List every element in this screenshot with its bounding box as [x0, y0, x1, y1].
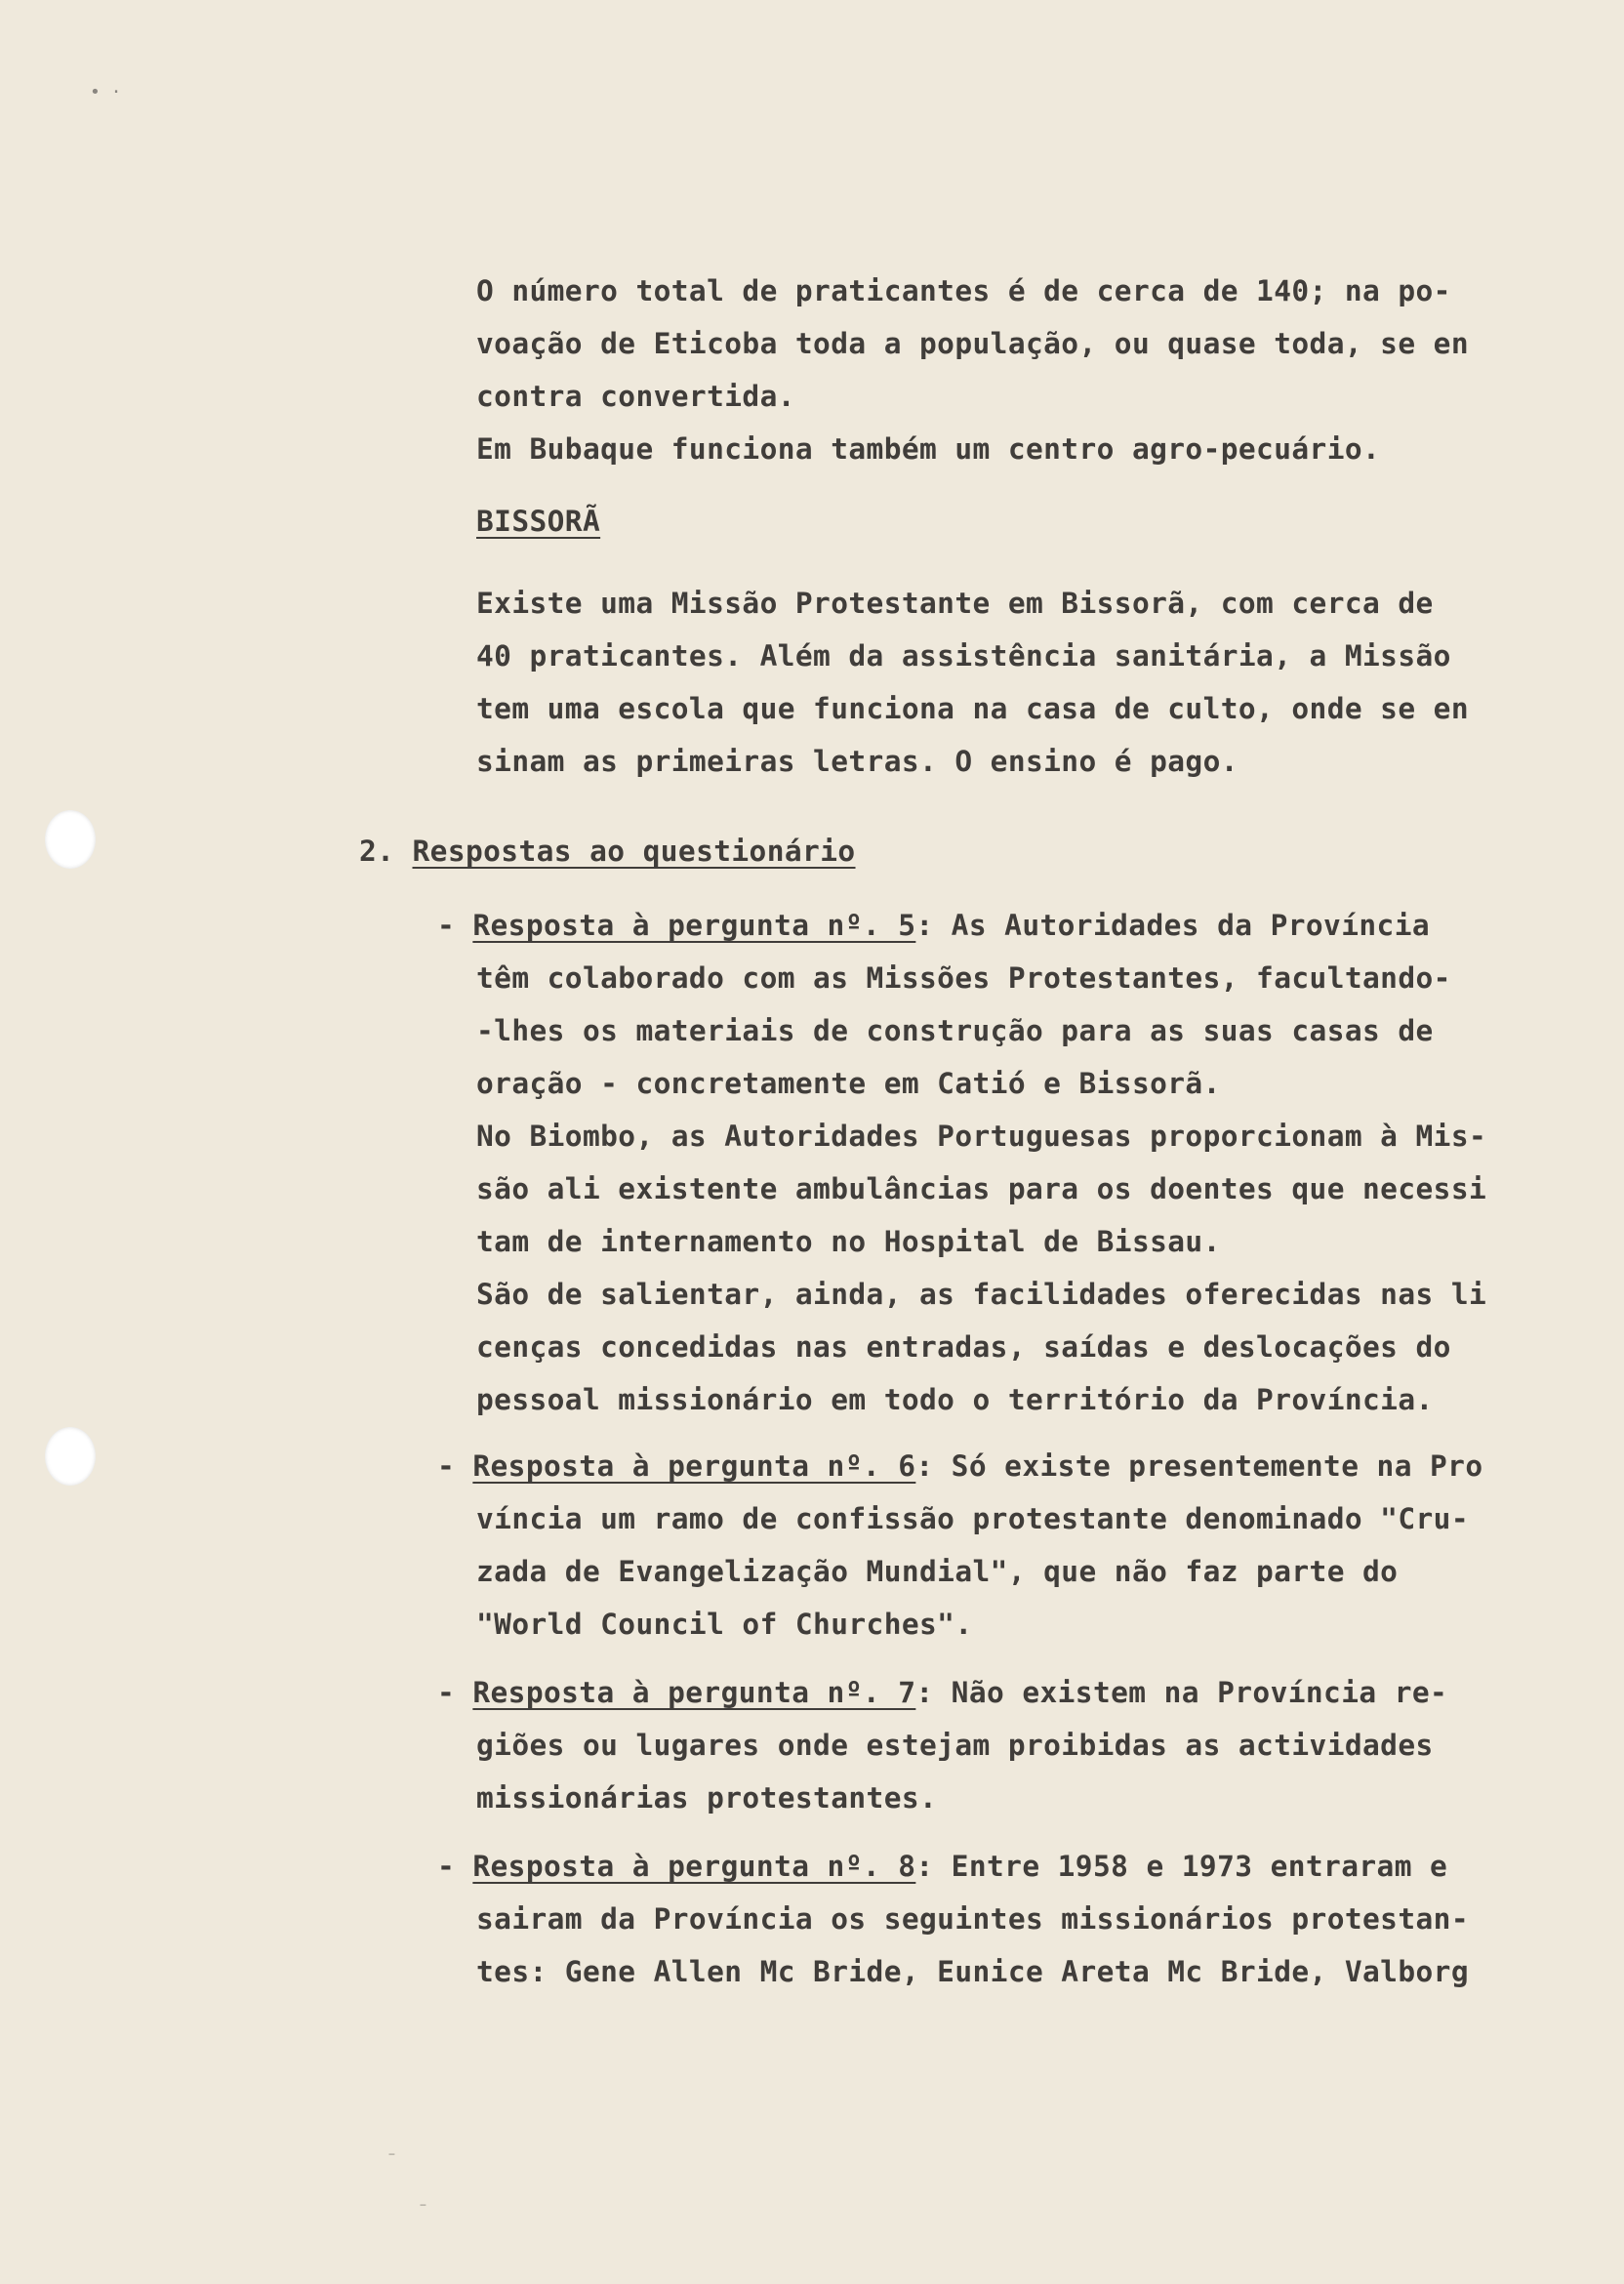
paper-mark: • · [90, 82, 122, 102]
text-line: -lhes os materiais de construção para as suas casas de [476, 1014, 1434, 1047]
text-line: têm colaborado com as Missões Protestantes, facultando- [476, 961, 1451, 995]
section-title: 2. Respostas ao questionário [359, 835, 856, 868]
text-line: oração - concretamente em Catió e Bissorã. [476, 1067, 1221, 1100]
text-line: Existe uma Missão Protestante em Bissorã, com cerca de [476, 587, 1434, 620]
paper-mark: ⁻ [386, 2147, 397, 2168]
text-line: cenças concedidas nas entradas, saídas e deslocações do [476, 1330, 1451, 1364]
text-line: zada de Evangelização Mundial", que não faz parte do [476, 1555, 1399, 1588]
text-line: sinam as primeiras letras. O ensino é pago. [476, 745, 1238, 778]
text-line: 40 praticantes. Além da assistência sanitária, a Missão [476, 639, 1451, 673]
paper-mark: ⁻ [418, 2198, 428, 2219]
text-line: tes: Gene Allen Mc Bride, Eunice Areta Mc Bride, Valborg [476, 1955, 1469, 1988]
text-line: "World Council of Churches". [476, 1608, 973, 1641]
resposta-6-first-line: - Resposta à pergunta nº. 6: Só existe presentemente na Pro [437, 1449, 1483, 1483]
text-line: No Biombo, as Autoridades Portuguesas proporcionam à Mis- [476, 1120, 1487, 1153]
text-line: são ali existente ambulâncias para os doentes que necessi [476, 1172, 1487, 1205]
punch-hole [45, 1427, 96, 1486]
text-line: contra convertida. [476, 380, 795, 413]
resposta-8-first-line: - Resposta à pergunta nº. 8: Entre 1958 e 1973 entraram e [437, 1850, 1448, 1883]
text-line: tam de internamento no Hospital de Bissau. [476, 1225, 1221, 1258]
text-line: São de salientar, ainda, as facilidades oferecidas nas li [476, 1278, 1487, 1311]
resposta-5-first-line: - Resposta à pergunta nº. 5: As Autoridades da Província [437, 909, 1431, 942]
text-line: sairam da Província os seguintes missionários protestan- [476, 1902, 1469, 1936]
resposta-7-first-line: - Resposta à pergunta nº. 7: Não existem na Província re- [437, 1676, 1448, 1709]
text-line: pessoal missionário em todo o território da Província. [476, 1383, 1434, 1416]
section-heading: BISSORÃ [476, 505, 601, 538]
text-line: voação de Eticoba toda a população, ou quase toda, se en [476, 327, 1469, 360]
text-line: víncia um ramo de confissão protestante denominado "Cru- [476, 1502, 1469, 1535]
text-line: O número total de praticantes é de cerca de 140; na po- [476, 274, 1451, 307]
text-line: Em Bubaque funciona também um centro agro-pecuário. [476, 432, 1381, 466]
punch-hole [45, 810, 96, 869]
text-line: giões ou lugares onde estejam proibidas as actividades [476, 1729, 1434, 1762]
text-line: tem uma escola que funciona na casa de culto, onde se en [476, 692, 1469, 725]
text-line: missionárias protestantes. [476, 1781, 938, 1815]
